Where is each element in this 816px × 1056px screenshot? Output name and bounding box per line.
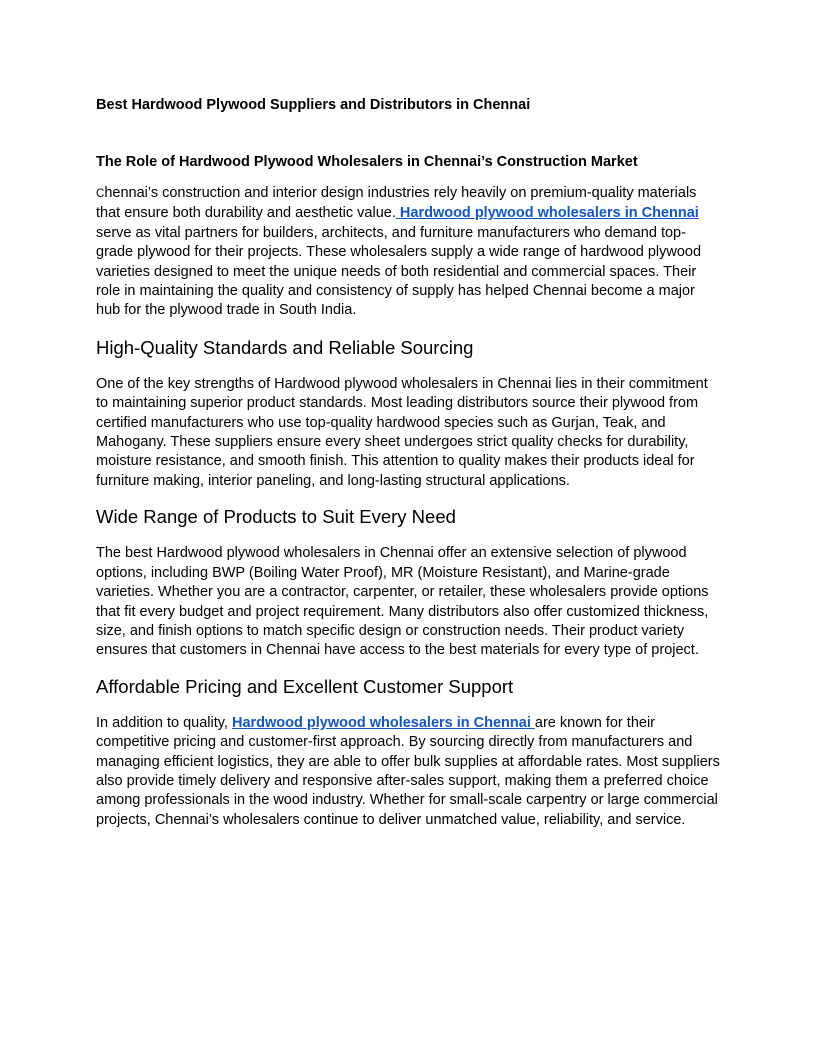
section-body-quality: One of the key strengths of Hardwood plywood wholesalers in Chennai lies in their commitment to maintaining superior product standards. Most leading distributors source their plywood from certified manufacturers who use top-quality hardwood species such as Gurjan, Teak, and Mahogany. These suppliers ensure every sheet undergoes strict quality checks for durability, moisture resistance, and smooth finish. This attention to quality makes their products ideal for furniture making, interior paneling, and long-lasting structural applications. bbox=[96, 375, 708, 489]
intro-paragraph bbox=[96, 184, 722, 321]
section-body-products: The best Hardwood plywood wholesalers in Chennai offer an extensive selection of plywood options, including BWP (Boiling Water Proof), MR (Moisture Resistant), and Marine-grade varieties. Whether you are a contractor, carpenter, or retailer, these wholesalers provide options that fit every budget and project requirement. Many distributors also offer customized thickness, size, and finish options to match specific design or construction needs. Their product variety ensures that customers in Chennai have access to the best materials for every type of project. bbox=[96, 545, 709, 659]
intro-text-before-link: hennai’s construction and interior design industries rely heavily on premium-quality materials that ensure both durability and aesthetic value. bbox=[96, 185, 697, 222]
document-page bbox=[96, 96, 722, 830]
pricing-text-before-link: In addition to quality, bbox=[96, 714, 232, 731]
section-heading-quality: High-Quality Standards and Reliable Sourcing bbox=[96, 336, 474, 358]
section-body-pricing bbox=[96, 714, 722, 830]
intro-first-letter: C bbox=[96, 188, 105, 200]
hardwood-wholesalers-link[interactable]: Hardwood plywood wholesalers in Chennai bbox=[395, 205, 699, 222]
hardwood-wholesalers-link-2[interactable]: Hardwood plywood wholesalers in Chennai bbox=[231, 714, 535, 731]
intro-heading: The Role of Hardwood Plywood Wholesalers in Chennai’s Construction Market bbox=[96, 154, 638, 170]
section-heading-products: Wide Range of Products to Suit Every Need bbox=[96, 506, 456, 528]
section-heading-pricing: Affordable Pricing and Excellent Customer Support bbox=[96, 675, 514, 697]
document-title: Best Hardwood Plywood Suppliers and Distributors in Chennai bbox=[96, 97, 531, 113]
pricing-text-after-link: are known for their competitive pricing and customer-first approach. By sourcing directly from manufacturers and managing efficient logistics, they are able to offer bulk supplies at affordable rates. Most suppliers also provide timely delivery and responsive after-sales support, making them a preferred choice among professionals in the wood industry. Whether for small-scale carpentry or large commercial projects, Chennai’s wholesalers continue to deliver unmatched value, reliability, and service. bbox=[96, 714, 720, 828]
intro-text-after-link: serve as vital partners for builders, architects, and furniture manufacturers who demand top-grade plywood for their projects. These wholesalers supply a wide range of hardwood plywood varieties designed to meet the unique needs of both residential and commercial spaces. Their role in maintaining the quality and consistency of supply has helped Chennai become a major hub for the plywood trade in South India. bbox=[96, 224, 702, 319]
